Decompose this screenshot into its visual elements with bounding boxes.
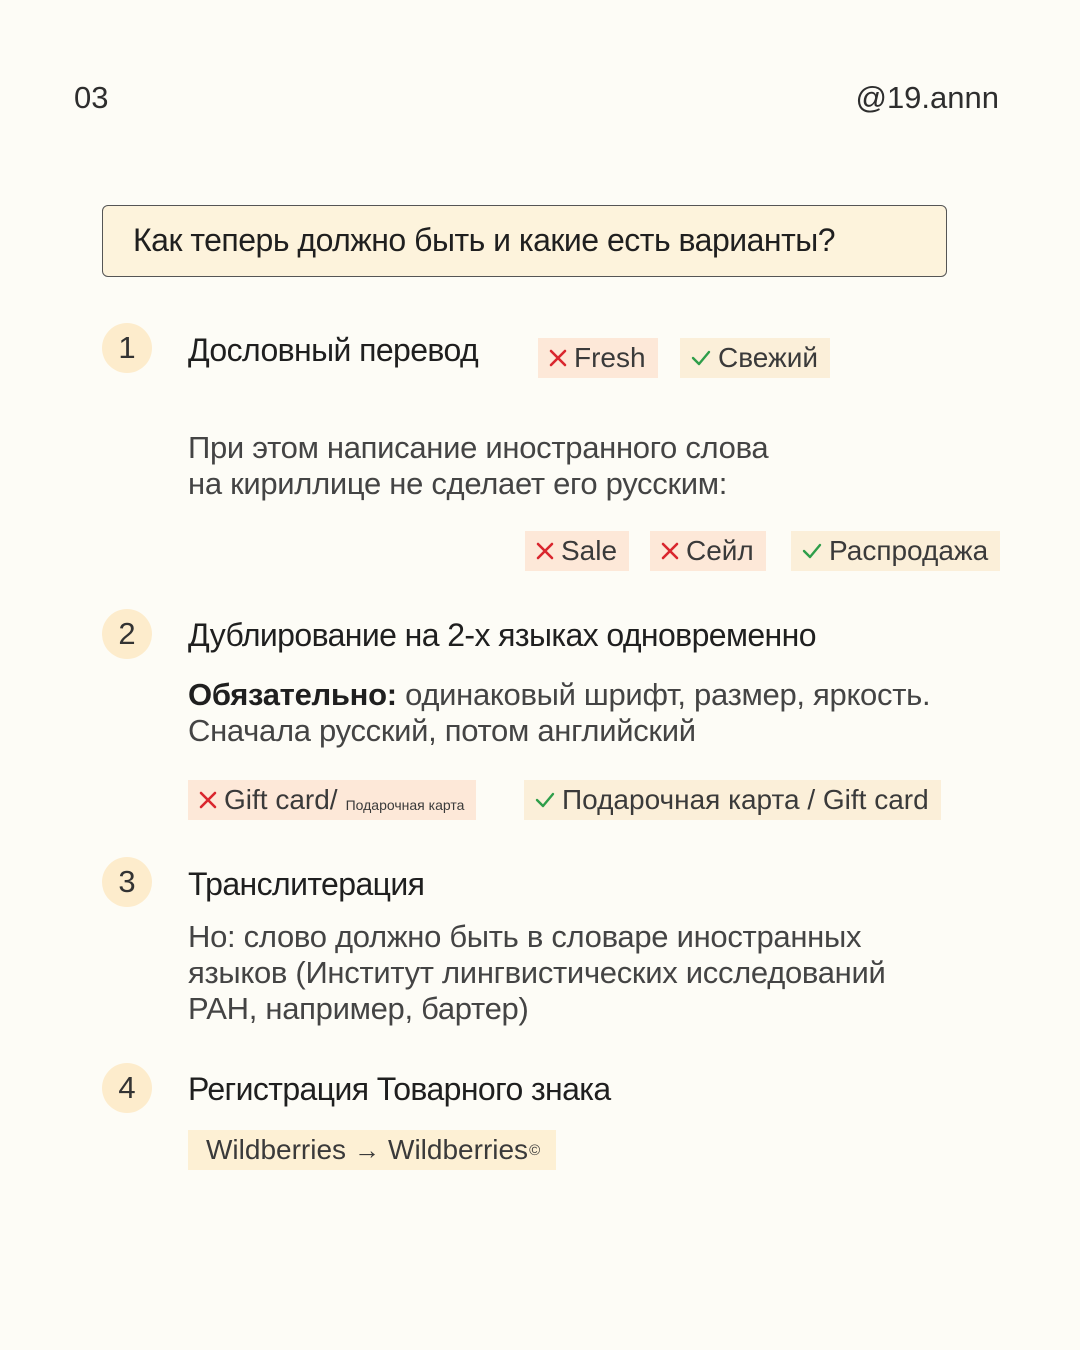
tag-good <box>680 338 830 378</box>
text-line: языков (Институт лингвистических исследований <box>188 955 886 990</box>
tag-bad <box>650 531 766 571</box>
section-3-text <box>188 919 886 1027</box>
copyright-mark: © <box>529 1141 541 1159</box>
section-1-text <box>188 430 768 502</box>
text-line <box>188 677 930 713</box>
tag-text: Сейл <box>686 535 754 566</box>
section-2-text <box>188 677 930 749</box>
author-handle: @19.annn <box>855 80 999 115</box>
text-rest: одинаковый шрифт, размер, яркость. <box>396 677 931 712</box>
text-line: РАН, например, бартер) <box>188 991 529 1026</box>
section-heading-2: Дублирование на 2-х языках одновременно <box>188 617 816 653</box>
tag-bad <box>538 338 658 378</box>
cross-icon <box>548 348 568 368</box>
trademark-tag <box>188 1130 556 1170</box>
text-line: Но: слово должно быть в словаре иностранных <box>188 919 862 954</box>
text-line: на кириллице не сделает его русским: <box>188 466 728 501</box>
section-number-1: 1 <box>102 323 152 373</box>
tag-good <box>524 780 941 820</box>
cross-icon <box>535 541 555 561</box>
section-heading-1: Дословный перевод <box>188 332 479 368</box>
tag-text: Распродажа <box>829 535 989 566</box>
page-number: 03 <box>74 80 109 115</box>
tag-text: Sale <box>561 535 618 566</box>
section-heading-4: Регистрация Товарного знака <box>188 1071 611 1107</box>
section-number-3: 3 <box>102 857 152 907</box>
tag-text: Свежий <box>718 342 819 373</box>
check-icon <box>801 541 823 561</box>
tag-bad <box>525 531 629 571</box>
cross-icon <box>198 790 218 810</box>
cross-icon <box>660 541 680 561</box>
text-line: При этом написание иностранного слова <box>188 430 769 465</box>
arrow-right-icon: → <box>354 1134 381 1165</box>
tag-small-text: Подарочная карта <box>345 797 465 813</box>
check-icon <box>690 348 712 368</box>
text-line: Сначала русский, потом английский <box>188 713 696 748</box>
section-number-2: 2 <box>102 609 152 659</box>
tag-text-before: Wildberries <box>206 1134 347 1165</box>
section-number-4: 4 <box>102 1063 152 1113</box>
section-heading-3: Транслитерация <box>188 866 425 902</box>
title-box <box>102 205 947 277</box>
tag-good <box>791 531 1000 571</box>
tag-text-after: Wildberries <box>388 1134 529 1165</box>
tag-text: Gift card/ <box>224 784 338 815</box>
bold-lead: Обязательно: <box>188 677 397 712</box>
tag-text: Fresh <box>574 342 646 373</box>
check-icon <box>534 790 556 810</box>
tag-text: Подарочная карта / Gift card <box>562 784 929 815</box>
tag-bad <box>188 780 476 820</box>
page-title: Как теперь должно быть и какие есть варианты? <box>133 222 836 258</box>
